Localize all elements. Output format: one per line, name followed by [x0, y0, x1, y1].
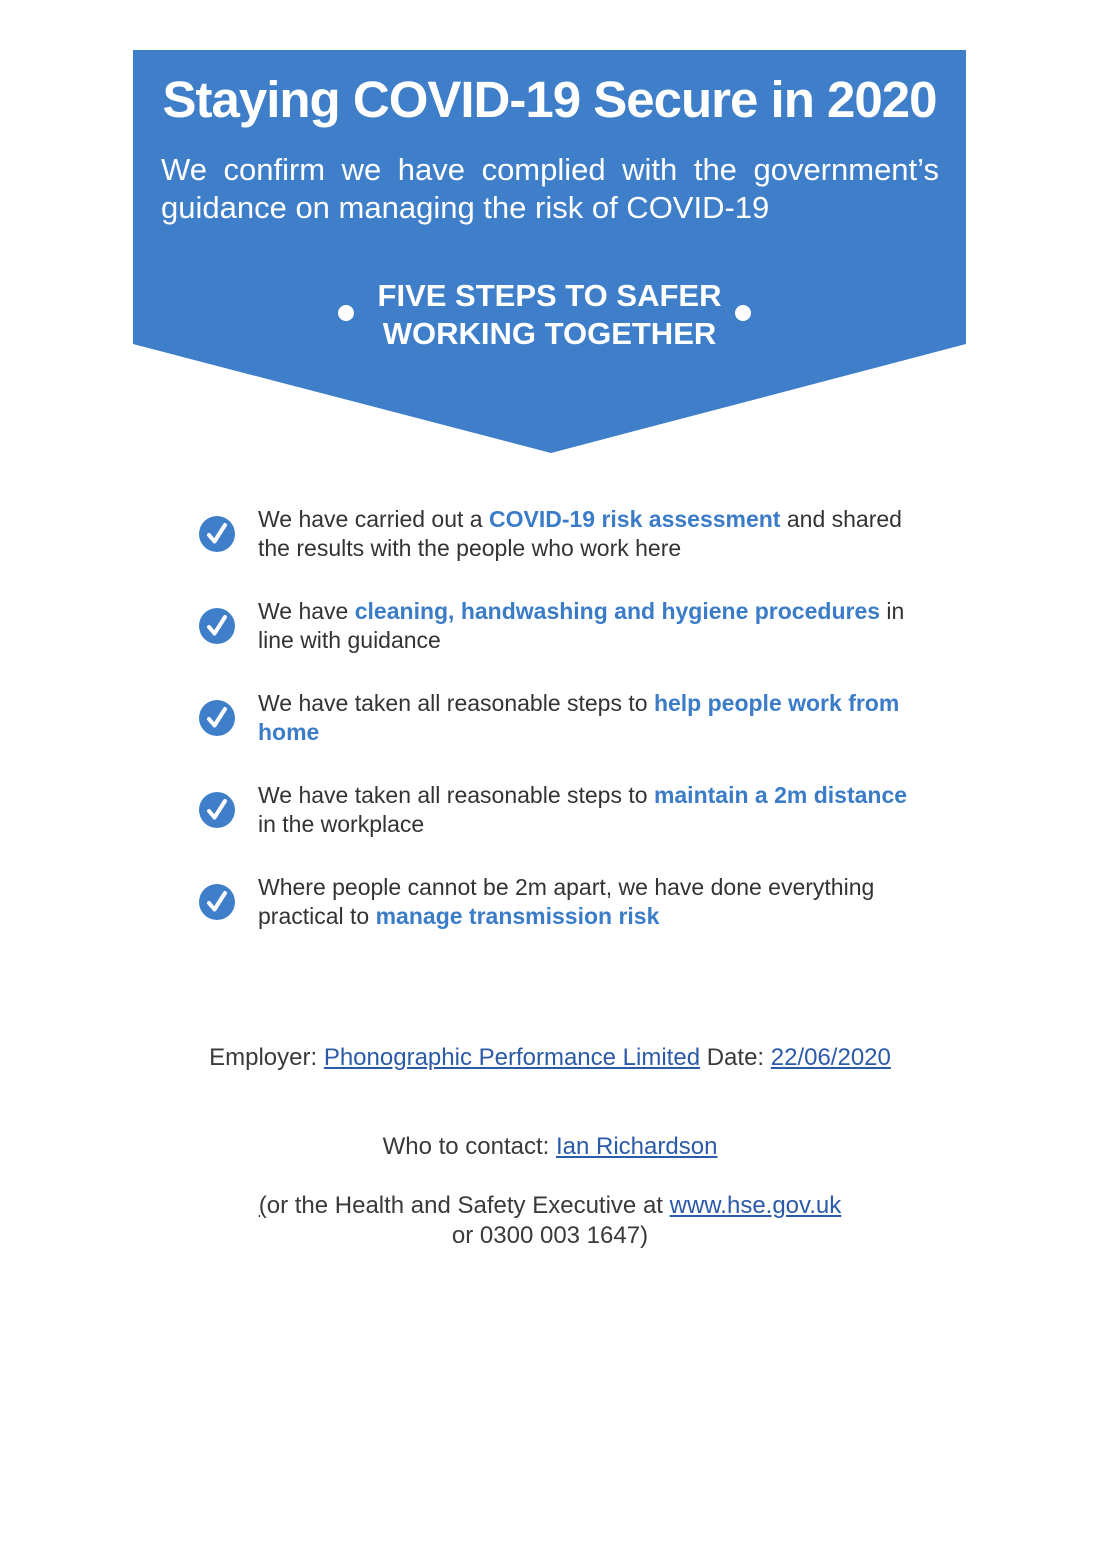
check-item-text-pre: We have carried out a — [258, 506, 489, 532]
page-title: Staying COVID-19 Secure in 2020 — [162, 71, 937, 128]
check-item — [197, 689, 927, 781]
employer-name-link[interactable]: Phonographic Performance Limited — [323, 1044, 701, 1071]
check-item-text — [258, 689, 928, 747]
check-item — [197, 873, 927, 965]
hse-line — [0, 1191, 1100, 1221]
checkmark-icon — [198, 883, 236, 921]
check-item-text — [258, 873, 928, 931]
checkmark-icon — [198, 607, 236, 645]
hse-phone-line: or 0300 003 1647) — [451, 1222, 649, 1249]
banner-subtitle: We confirm we have complied with the government’s guidance on managing the risk of COVID-19 — [161, 152, 939, 225]
steps-heading — [133, 277, 966, 353]
check-item-highlight: help people work from home — [258, 690, 900, 745]
checkmark-icon — [198, 515, 236, 553]
employer-label: Employer: — [209, 1044, 324, 1071]
check-item — [197, 505, 927, 597]
check-item-text — [258, 597, 928, 655]
check-item-text-post: and shared the results with the people who work here — [258, 506, 902, 561]
checklist — [197, 505, 927, 965]
check-item-highlight: COVID-19 risk assessment — [488, 506, 781, 532]
check-item-text — [258, 505, 928, 563]
bullet-dot-right — [735, 305, 751, 321]
date-label: Date: — [700, 1044, 771, 1071]
contact-line — [0, 1132, 1100, 1162]
steps-heading-line2: WORKING TOGETHER — [382, 316, 717, 351]
hse-open-paren: ( — [258, 1192, 267, 1219]
check-item-highlight: maintain a 2m distance — [653, 782, 908, 808]
check-item-text-pre: We have taken all reasonable steps to — [258, 782, 654, 808]
check-item-highlight: cleaning, handwashing and hygiene procedures — [354, 598, 881, 624]
check-item-highlight: manage transmission risk — [375, 903, 660, 929]
check-item-text — [258, 781, 928, 839]
checkmark-icon — [198, 791, 236, 829]
hse-text: or the Health and Safety Executive at — [266, 1192, 670, 1219]
check-item — [197, 781, 927, 873]
check-item — [197, 597, 927, 689]
date-value-link[interactable]: 22/06/2020 — [770, 1044, 891, 1071]
check-item-text-pre: Where people cannot be 2m apart, we have done everything practical to — [258, 874, 875, 929]
employer-line — [0, 1043, 1100, 1073]
check-item-text-post: in the workplace — [258, 811, 425, 837]
check-item-text-pre: We have taken all reasonable steps to — [258, 690, 654, 716]
contact-name-link[interactable]: Ian Richardson — [555, 1133, 718, 1160]
steps-heading-line1: FIVE STEPS TO SAFER — [377, 278, 722, 313]
check-item-text-pre: We have — [258, 598, 355, 624]
hse-website-link[interactable]: www.hse.gov.uk — [669, 1192, 842, 1219]
checkmark-icon — [198, 699, 236, 737]
check-item-text-post: in line with guidance — [258, 598, 905, 653]
contact-label: Who to contact: — [382, 1133, 556, 1160]
